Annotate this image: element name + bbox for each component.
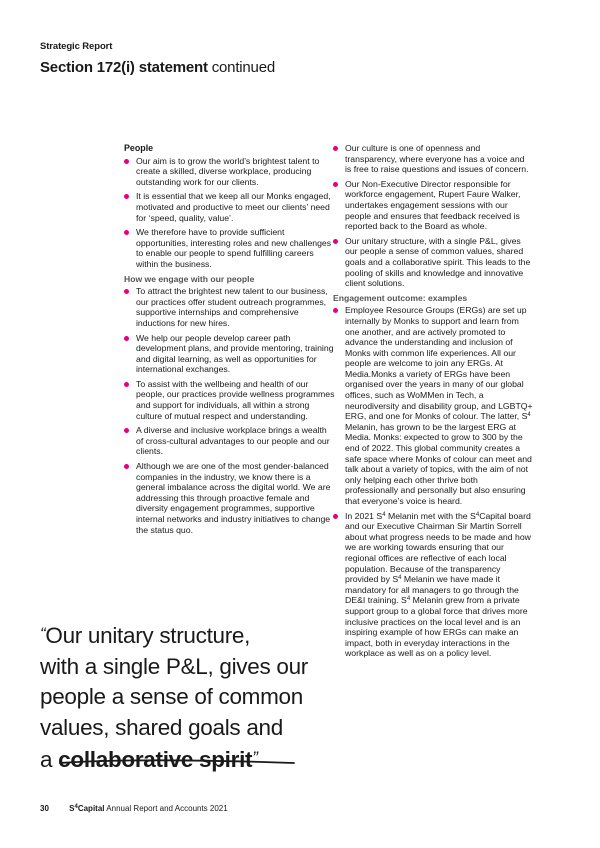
bullet-icon (333, 146, 338, 151)
list-item: To attract the brightest new talent to our business, our practices offer student outreach programmes, supportive internships and comprehensive inductions for new hires. (124, 286, 336, 328)
brand-logo: $S^4Capital$ (69, 804, 105, 813)
bullet-icon (124, 194, 129, 199)
bullet-icon (333, 239, 338, 244)
bullet-icon (124, 230, 129, 235)
list-item: Although we are one of the most gender-balanced companies in the industry, we know there is a general imbalance across the digital world. We are addressing this through proactive female and diversity engagement programmes, supportive internal networks and industry initiatives to change the status quo. (124, 461, 336, 535)
list-item: Our Non-Executive Director responsible for workforce engagement, Rupert Faure Walker, undertakes engagement sessions with our people and ensures that feedback received is reported back to the Board as whole. (333, 179, 533, 232)
list-item: Our unitary structure, with a single P&L, gives our people a sense of common values, shared goals and a collaborative spirit. This leads to the pooling of skills and knowledge and innovative client solutions. (333, 236, 533, 289)
engage-heading: How we engage with our people (124, 273, 255, 284)
quote-underline-icon (58, 757, 298, 767)
left-column (124, 143, 336, 539)
bullet-icon (124, 428, 129, 433)
bullet-icon (333, 182, 338, 187)
page-title-continued: continued (211, 59, 275, 76)
footer (40, 804, 228, 813)
quote-emphasis: collaborative spirit (58, 747, 253, 772)
bullet-icon (124, 382, 129, 387)
quote-line: people a sense of common (40, 684, 303, 709)
quote-line: “Our unitary structure, (40, 623, 251, 648)
open-quote-mark: “ (40, 624, 46, 643)
people-list (124, 156, 336, 270)
quote-line: a collaborative spirit” (40, 747, 258, 772)
list-item: A diverse and inclusive workplace brings a wealth of cross-cultural advantages to our people and our clients. (124, 425, 336, 457)
list-item: It is essential that we keep all our Monks engaged, motivated and productive to meet our clients’ need for ‘speed, quality, value’. (124, 191, 336, 223)
list-item: Employee Resource Groups (ERGs) are set up internally by Monks to support and learn from one another, and are actively promoted to advance the understanding and inclusion of Monks with common life experiences. All our people are welcome to join any ERGs. At Media.Monks a variety of ERGs have been organised over the years in many of our global offices, such as WoMMen in Tech, a neurodiversity and disability group, and LGBTQ+ ERG, and one for Monks of colour. The latter, $S^4$ Melanin, has grown to be the largest ERG at Media. Monks: expected to grow to 300 by the end of 2022. This global community creates a safe space where Monks of colour can meet and talk about a variety of topics, with the aim of not only helping each other thrive both professionally and personally but also ensuring that everyone’s voice is heard. (333, 305, 533, 506)
list-item: To assist with the wellbeing and health of our people, our practices provide wellness programmes and support for individuals, all within a strong culture of mutual respect and understanding. (124, 379, 336, 421)
quote-line: values, shared goals and (40, 714, 283, 740)
footer-text: Annual Report and Accounts 2021 (104, 804, 228, 813)
bullet-icon (124, 464, 129, 469)
bullet-icon (333, 308, 338, 313)
people-heading: People (124, 143, 154, 153)
quote-line: with a single P&L, gives our (40, 653, 308, 679)
list-item: Our culture is one of openness and transparency, where everyone has a voice and is free to raise questions and issues of concern. (333, 143, 533, 175)
bullet-icon (124, 159, 129, 164)
page-title-bold: Section 172(i) statement (40, 59, 208, 76)
close-quote-mark: ” (252, 748, 258, 767)
pull-quote (40, 619, 320, 776)
right-column (333, 143, 533, 663)
engage-list (124, 286, 336, 535)
bullet-icon (124, 336, 129, 341)
list-item: We therefore have to provide sufficient opportunities, interesting roles and new challenges to enable our people to spend fulfilling careers within the business. (124, 227, 336, 269)
page-number: 30 (40, 804, 49, 813)
list-item: We help our people develop career path development plans, and provide mentoring, training and digital learning, as well as opportunities for international exchanges. (124, 333, 336, 375)
list-item: Our aim is to grow the world’s brightest talent to create a skilled, diverse workplace, producing outstanding work for our clients. (124, 156, 336, 188)
outcome-list (333, 305, 533, 659)
list-item: In 2021 $S^4$ Melanin met with the $S^4Capital$ board and our Executive Chairman Sir Martin Sorrell about what progress needs to be made and how we are working towards ensuring that our regional offices are reflective of each local population. Because of the transparency provided by $S^4$ Melanin we have made it mandatory for all managers to go through the DE&I training. $S^4$ Melanin grew from a private support group to a global force that drives more inclusive practices on the local level and is an inspiring example of how ERGs can make an impact, both in everyday interactions in the workplace as well as on a policy level. (333, 511, 533, 659)
bullet-icon (124, 289, 129, 294)
section-label: Strategic Report (40, 41, 113, 52)
outcome-heading: Engagement outcome: examples (333, 292, 468, 303)
page-title (40, 59, 275, 76)
bullet-icon (333, 514, 338, 519)
culture-list (333, 143, 533, 289)
